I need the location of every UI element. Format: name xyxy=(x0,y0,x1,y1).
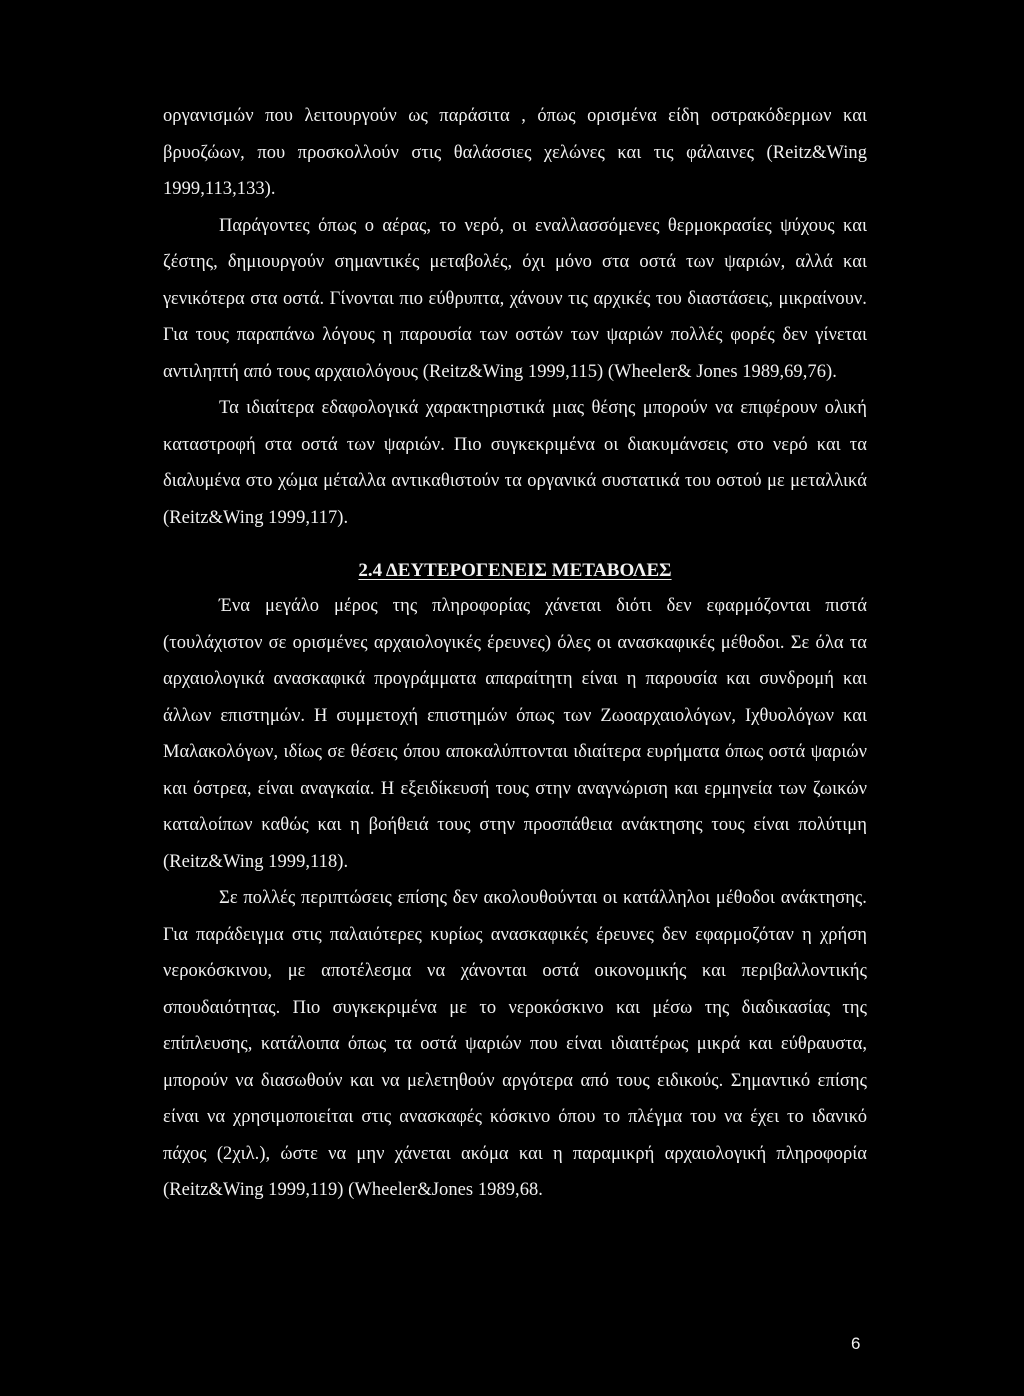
paragraph-information-loss: Ένα μεγάλο μέρος της πληροφορίας χάνεται διότι δεν εφαρμόζονται πιστά (τουλάχιστον σε ορισμένες αρχαιολογικές έρευνες) όλες οι ανασκαφικές μέθοδοι. Σε όλα τα αρχαιολογικά ανασκαφικά προγράμματα απαραίτητη είναι η παρουσία και συνδρομή και άλλων επιστημών. Η συμμετοχή επιστημών όπως των Ζωοαρχαιολόγων, Ιχθυολόγων και Μαλακολόγων, ιδίως σε θέσεις όπου αποκαλύπτονται ιδιαίτερα ευρήματα όπως οστά ψαριών και όστρεα, είναι αναγκαία. Η εξειδίκευσή τους στην αναγνώριση και ερμηνεία των ζωικών καταλοίπων καθώς και η βοήθειά τους στην προσπάθεια ανάκτησης τους είναι πολύτιμη (Reitz&Wing 1999,118). xyxy=(163,596,867,872)
section-heading: 2.4 ΔΕΥΤΕΡΟΓΕΝΕΙΣ ΜΕΤΑΒΟΛΕΣ xyxy=(358,560,672,581)
paragraph-continuation: οργανισμών που λειτουργούν ως παράσιτα , όπως ορισμένα είδη οστρακόδερμων και βρυοζώων, που προσκολλούν στις θαλάσσιες χελώνες και τις φάλαινες (Reitz&Wing 1999,113,133). xyxy=(163,106,867,199)
paragraph-bone-changes: Παράγοντες όπως ο αέρας, το νερό, οι εναλλασσόμενες θερμοκρασίες ψύχους και ζέστης, δημιουργούν σημαντικές μεταβολές, όχι μόνο στα οστά των ψαριών, αλλά και γενικότερα στα οστά. Γίνονται πιο εύθρυπτα, χάνουν τις αρχικές του διαστάσεις, μικραίνουν. Για τους παραπάνω λόγους η παρουσία των οστών των ψαριών πολλές φορές δεν γίνεται αντιληπτή από τους αρχαιολόγους (Reitz&Wing 1999,115) (Wheeler& Jones 1989,69,76). xyxy=(163,215,867,382)
paragraph-recovery-methods: Σε πολλές περιπτώσεις επίσης δεν ακολουθούνται οι κατάλληλοι μέθοδοι ανάκτησης. Για παράδειγμα στις παλαιότερες κυρίως ανασκαφικές έρευνες δεν εφαρμοζόταν η χρήση νεροκόσκινου, με αποτέλεσμα να χάνονται οστά οικονομικής και περιβαλλοντικής σπουδαιότητας. Πιο συγκεκριμένα με το νεροκόσκινο και μέσω της διαδικασίας της επίπλευσης, κατάλοιπα όπως τα οστά ψαριών που είναι ιδιαιτέρως μικρά και εύθραυστα, μπορούν να διασωθούν και να μελετηθούν αργότερα από τους ειδικούς. Σημαντικό επίσης είναι να χρησιμοποιείται στις ανασκαφές κόσκινο όπου το πλέγμα του να έχει το ιδανικό πάχος (2χιλ.), ώστε να μην χάνεται ακόμα και η παραμικρή αρχαιολογική πληροφορία (Reitz&Wing 1999,119) (Wheeler&Jones 1989,68. xyxy=(163,888,867,1200)
paragraph-soil-characteristics: Τα ιδιαίτερα εδαφολογικά χαρακτηριστικά μιας θέσης μπορούν να επιφέρουν ολική καταστροφή στα οστά των ψαριών. Πιο συγκεκριμένα οι διακυμάνσεις στο νερό και τα διαλυμένα στο χώμα μέταλλα αντικαθιστούν τα οργανικά συστατικά του οστού με μεταλλικά (Reitz&Wing 1999,117). xyxy=(163,398,867,528)
page-number: 6 xyxy=(851,1334,861,1353)
document-page xyxy=(163,98,867,1209)
